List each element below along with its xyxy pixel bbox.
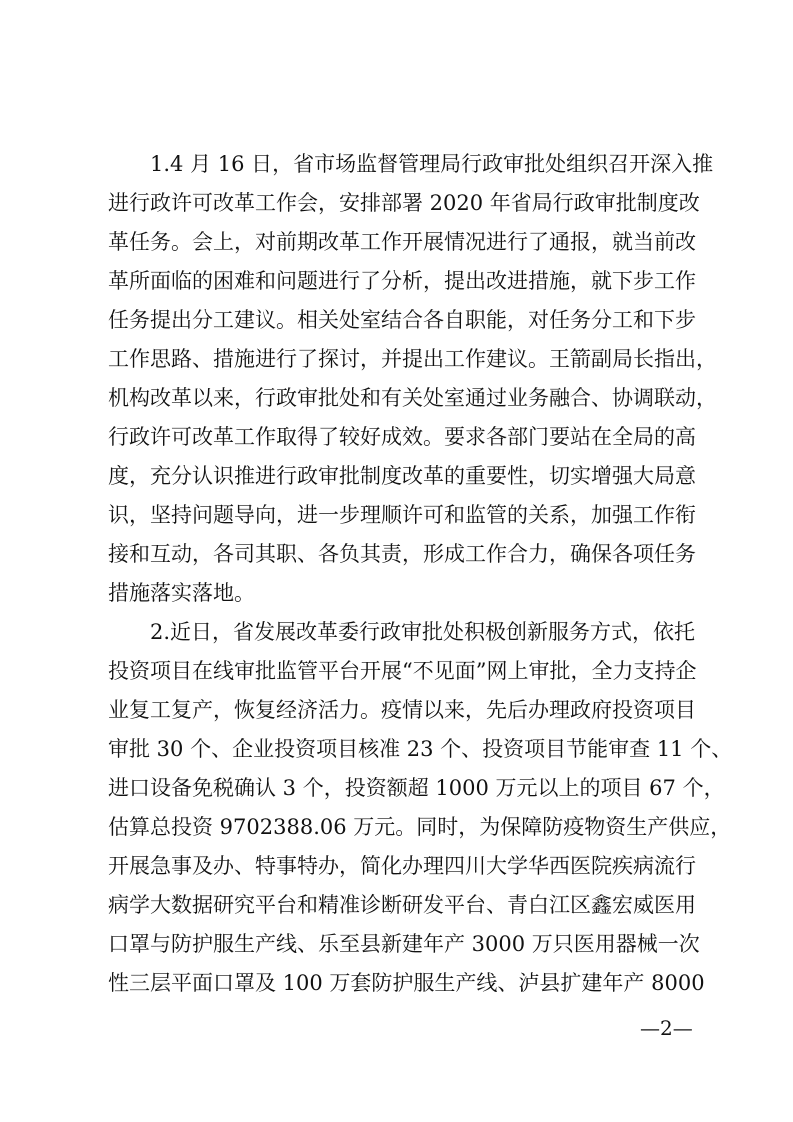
page-number: —2— <box>640 1016 693 1040</box>
paragraph-1-line-1: 1.4 月 16 日，省市场监督管理局行政审批处组织召开深入推 <box>150 152 714 176</box>
paragraph-2-line-2: 投资项目在线审批监管平台开展“不见面”网上审批，全力支持企 <box>108 659 697 683</box>
paragraph-1-line-7: 机构改革以来，行政审批处和有关处室通过业务融合、协调联动， <box>108 386 717 410</box>
paragraph-1-line-11: 接和互动，各司其职、各负其责，形成工作合力，确保各项任务 <box>108 542 696 566</box>
paragraph-2-line-5: 进口设备免税确认 3 个，投资额超 1000 万元以上的项目 67 个， <box>108 776 725 800</box>
paragraph-1-line-9: 度，充分认识推进行政审批制度改革的重要性，切实增强大局意 <box>108 464 696 488</box>
paragraph-2-line-1: 2.近日，省发展改革委行政审批处积极创新服务方式，依托 <box>150 620 696 644</box>
paragraph-1-line-2: 进行政许可改革工作会，安排部署 2020 年省局行政审批制度改 <box>108 191 700 215</box>
paragraph-2-line-9: 口罩与防护服生产线、乐至县新建年产 3000 万只医用器械一次 <box>108 932 700 956</box>
paragraph-2-line-4: 审批 30 个、企业投资项目核准 23 个、投资项目节能审查 11 个、 <box>108 737 733 761</box>
paragraph-2-line-7: 开展急事及办、特事特办，简化办理四川大学华西医院疾病流行 <box>108 854 696 878</box>
paragraph-1-line-5: 任务提出分工建议。相关处室结合各自职能，对任务分工和下步 <box>108 308 696 332</box>
paragraph-2-line-8: 病学大数据研究平台和精准诊断研发平台、青白江区鑫宏威医用 <box>108 893 696 917</box>
paragraph-1-line-10: 识，坚持问题导向，进一步理顺许可和监管的关系，加强工作衔 <box>108 503 696 527</box>
paragraph-2-line-3: 业复工复产，恢复经济活力。疫情以来，先后办理政府投资项目 <box>108 698 696 722</box>
paragraph-1-line-3: 革任务。会上，对前期改革工作开展情况进行了通报，就当前改 <box>108 230 696 254</box>
paragraph-2-line-10: 性三层平面口罩及 100 万套防护服生产线、泸县扩建年产 8000 <box>108 971 705 995</box>
paragraph-2-line-6: 估算总投资 9702388.06 万元。同时，为保障防疫物资生产供应， <box>108 815 732 839</box>
paragraph-1-line-12: 措施落实落地。 <box>108 581 255 605</box>
paragraph-1-line-4: 革所面临的困难和问题进行了分析，提出改进措施，就下步工作 <box>108 269 696 293</box>
paragraph-1-line-8: 行政许可改革工作取得了较好成效。要求各部门要站在全局的高 <box>108 425 696 449</box>
paragraph-1-line-6: 工作思路、措施进行了探讨，并提出工作建议。王箭副局长指出， <box>108 347 717 371</box>
